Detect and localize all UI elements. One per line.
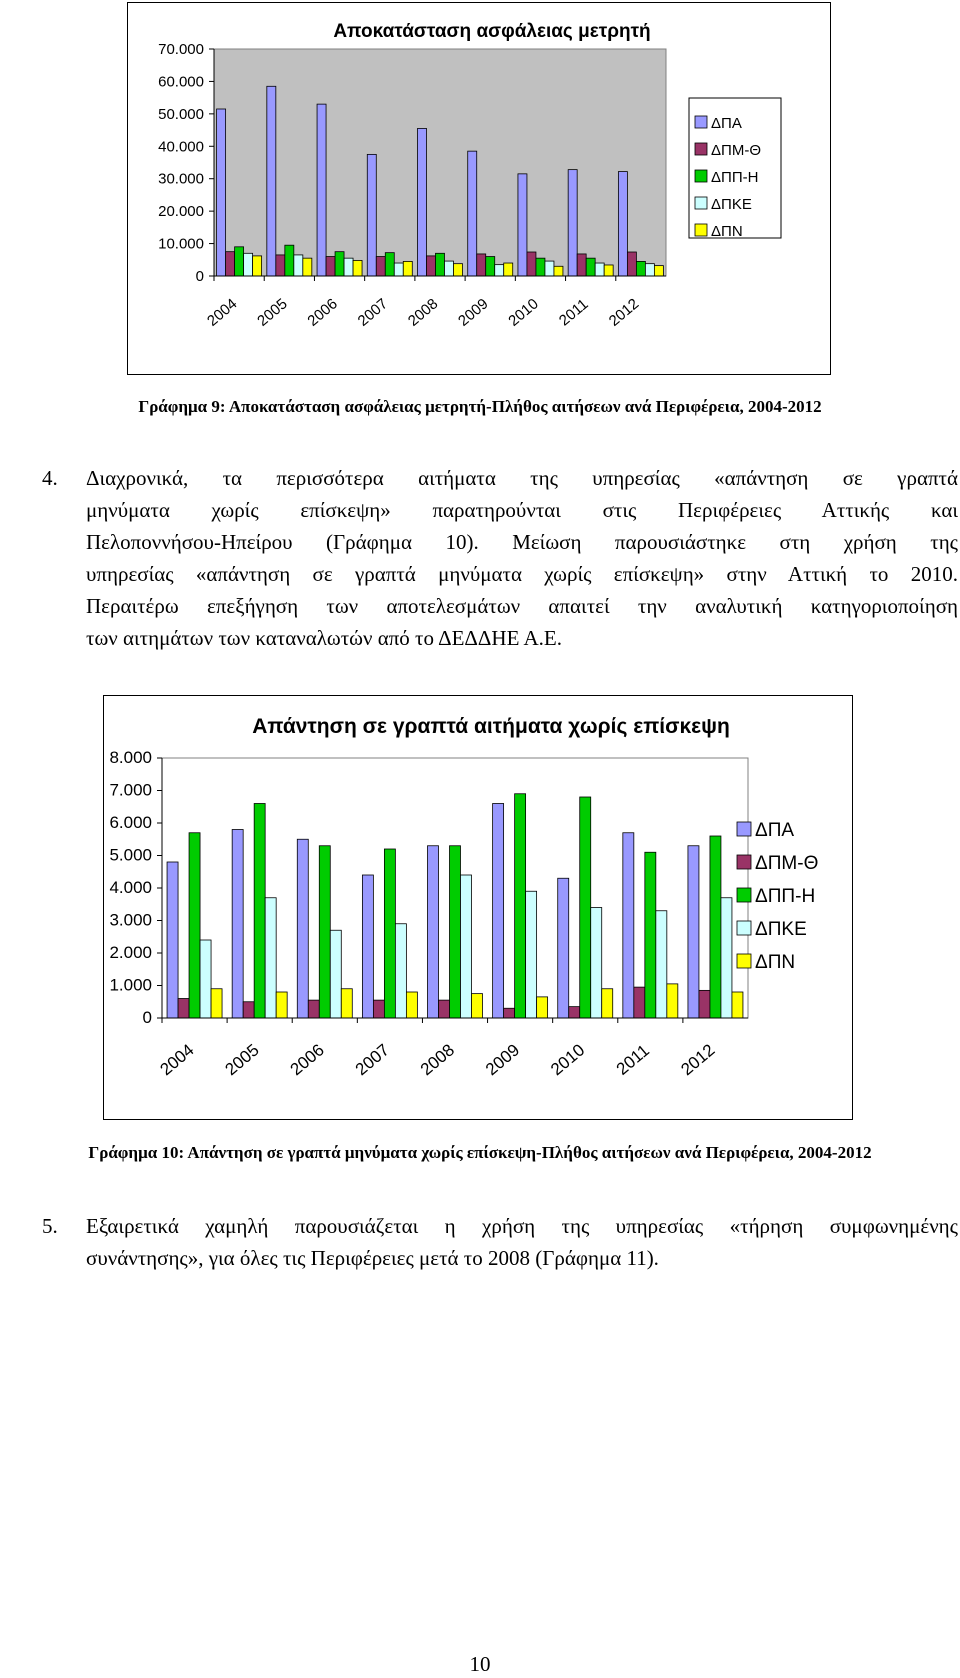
bar-ΔΠΑ-2010 — [518, 174, 527, 276]
bar-ΔΠΚΕ-2011 — [595, 263, 604, 276]
bar-ΔΠΠ-Η-2007 — [384, 849, 395, 1018]
x-tick-label: 2009 — [481, 1040, 524, 1080]
x-tick-label: 2011 — [555, 295, 592, 330]
bar-ΔΠΝ-2010 — [602, 989, 613, 1018]
page-number: 10 — [469, 1652, 491, 1676]
paragraph-4-number: 4. — [42, 466, 58, 490]
bar-ΔΠΑ-2006 — [297, 839, 308, 1018]
bar-ΔΠΝ-2008 — [472, 994, 483, 1018]
y-tick-label: 20.000 — [158, 203, 204, 221]
bar-ΔΠΠ-Η-2004 — [189, 833, 200, 1018]
bar-ΔΠΑ-2011 — [568, 170, 577, 276]
bar-ΔΠΠ-Η-2011 — [645, 852, 656, 1018]
legend-swatch-ΔΠΜ-Θ — [737, 855, 751, 869]
bar-ΔΠΚΕ-2012 — [645, 264, 654, 276]
legend-swatch-ΔΠΝ — [695, 224, 707, 236]
bar-ΔΠΠ-Η-2011 — [586, 258, 595, 276]
chart-1-svg — [128, 3, 830, 374]
bar-ΔΠΜ-Θ-2012 — [627, 252, 636, 276]
y-tick-label: 10.000 — [158, 235, 204, 253]
paragraph-5-line: Εξαιρετικά χαμηλή παρουσιάζεται η χρήση της υπηρεσίας «τήρηση συμφωνημένης — [86, 1214, 958, 1238]
bar-ΔΠΝ-2012 — [654, 266, 663, 276]
bar-ΔΠΑ-2008 — [418, 128, 427, 276]
legend-label-ΔΠΑ: ΔΠΑ — [755, 820, 795, 841]
bar-ΔΠΜ-Θ-2011 — [577, 254, 586, 276]
bar-ΔΠΝ-2011 — [667, 984, 678, 1018]
bar-ΔΠΑ-2006 — [317, 104, 326, 276]
bar-ΔΠΠ-Η-2008 — [450, 846, 461, 1018]
legend-label-ΔΠΚΕ: ΔΠΚΕ — [711, 196, 752, 213]
bar-ΔΠΝ-2010 — [554, 266, 563, 276]
bar-ΔΠΑ-2005 — [232, 830, 243, 1019]
bar-ΔΠΚΕ-2006 — [330, 930, 341, 1018]
x-tick-label: 2006 — [286, 1040, 328, 1080]
bar-ΔΠΑ-2007 — [367, 154, 376, 276]
bar-ΔΠΚΕ-2007 — [395, 924, 406, 1018]
legend-swatch-ΔΠΑ — [695, 116, 707, 128]
bar-ΔΠΠ-Η-2005 — [285, 245, 294, 276]
bar-ΔΠΜ-Θ-2005 — [276, 255, 285, 276]
paragraph-4-line: Διαχρονικά, τα περισσότερα αιτήματα της υπηρεσίας «απάντηση σε γραπτά — [86, 466, 958, 490]
legend-label-ΔΠΑ: ΔΠΑ — [711, 115, 742, 132]
legend-swatch-ΔΠΚΕ — [737, 921, 751, 935]
x-tick-label: 2012 — [605, 295, 643, 330]
y-tick-label: 0 — [195, 268, 204, 285]
bar-ΔΠΜ-Θ-2004 — [178, 999, 189, 1019]
bar-ΔΠΚΕ-2009 — [495, 265, 504, 276]
x-tick-label: 2012 — [677, 1040, 719, 1080]
paragraph-5-number: 5. — [42, 1214, 58, 1238]
chart-written-requests — [103, 695, 853, 1120]
y-tick-label: 6.000 — [109, 813, 152, 832]
x-tick-label: 2006 — [304, 295, 341, 330]
legend-label-ΔΠΠ-Η: ΔΠΠ-Η — [755, 886, 816, 907]
bar-ΔΠΠ-Η-2007 — [385, 253, 394, 276]
bar-ΔΠΝ-2009 — [504, 263, 513, 276]
bar-ΔΠΜ-Θ-2006 — [308, 1000, 319, 1018]
bar-ΔΠΝ-2006 — [341, 989, 352, 1018]
legend-swatch-ΔΠΜ-Θ — [695, 143, 707, 155]
bar-ΔΠΑ-2009 — [493, 804, 504, 1019]
bar-ΔΠΑ-2007 — [362, 875, 373, 1018]
chart-title: Αποκατάσταση ασφάλειας μετρητή — [333, 21, 651, 42]
bar-ΔΠΜ-Θ-2012 — [699, 990, 710, 1018]
paragraph-4-line: Περαιτέρω επεξήγηση των αποτελεσμάτων απαιτεί την αναλυτική κατηγοριοποίηση — [86, 594, 958, 618]
y-tick-label: 0 — [142, 1008, 152, 1027]
bar-ΔΠΑ-2005 — [267, 86, 276, 276]
legend-label-ΔΠΜ-Θ: ΔΠΜ-Θ — [755, 853, 819, 874]
x-tick-label: 2005 — [254, 295, 291, 330]
paragraph-5-line: συνάντησης», για όλες τις Περιφέρειες μετά το 2008 (Γράφημα 11). — [86, 1246, 659, 1270]
bar-ΔΠΜ-Θ-2010 — [527, 252, 536, 276]
bar-ΔΠΑ-2004 — [217, 109, 226, 276]
bar-ΔΠΚΕ-2007 — [394, 263, 403, 276]
y-tick-label: 5.000 — [109, 845, 152, 865]
x-tick-label: 2004 — [203, 295, 241, 330]
bar-ΔΠΝ-2008 — [454, 264, 463, 276]
bar-ΔΠΑ-2008 — [428, 846, 439, 1018]
y-tick-label: 60.000 — [158, 73, 204, 91]
bar-ΔΠΜ-Θ-2008 — [439, 1000, 450, 1018]
bar-ΔΠΠ-Η-2010 — [580, 797, 591, 1018]
legend-label-ΔΠΜ-Θ: ΔΠΜ-Θ — [711, 142, 762, 159]
bar-ΔΠΝ-2004 — [211, 989, 222, 1018]
figure-10-caption: Γράφημα 10: Απάντηση σε γραπτά μηνύματα χωρίς επίσκεψη-Πλήθος αιτήσεων ανά Περιφέρεια, 2004-2012 — [88, 1143, 872, 1162]
x-tick-label: 2008 — [404, 295, 442, 330]
bar-ΔΠΚΕ-2010 — [591, 908, 602, 1019]
paragraph-4 — [42, 462, 958, 654]
legend-swatch-ΔΠΝ — [737, 954, 751, 968]
y-tick-label: 7.000 — [109, 780, 152, 800]
legend-label-ΔΠΠ-Η: ΔΠΠ-Η — [711, 169, 759, 186]
bar-ΔΠΚΕ-2008 — [445, 261, 454, 276]
bar-ΔΠΜ-Θ-2009 — [504, 1008, 515, 1018]
bar-ΔΠΠ-Η-2006 — [319, 846, 330, 1018]
paragraph-4-line: μηνύματα χωρίς επίσκεψη» παρατηρούνται στις Περιφέρειες Αττικής και — [86, 498, 958, 522]
bar-ΔΠΚΕ-2011 — [656, 911, 667, 1018]
bar-ΔΠΜ-Θ-2010 — [569, 1007, 580, 1018]
y-tick-label: 8.000 — [109, 748, 152, 767]
bar-ΔΠΜ-Θ-2008 — [427, 256, 436, 276]
bar-ΔΠΚΕ-2012 — [721, 898, 732, 1018]
bar-ΔΠΝ-2006 — [353, 260, 362, 276]
bar-ΔΠΝ-2005 — [303, 258, 312, 276]
bar-ΔΠΜ-Θ-2005 — [243, 1002, 254, 1018]
bar-ΔΠΠ-Η-2012 — [636, 261, 645, 276]
y-tick-label: 4.000 — [109, 878, 152, 897]
y-tick-label: 40.000 — [158, 138, 204, 156]
x-tick-label: 2008 — [416, 1040, 459, 1080]
bar-ΔΠΝ-2007 — [406, 992, 417, 1018]
legend-swatch-ΔΠΠ-Η — [737, 888, 751, 902]
bar-ΔΠΠ-Η-2009 — [486, 257, 495, 276]
bar-ΔΠΚΕ-2004 — [244, 253, 253, 276]
bar-ΔΠΜ-Θ-2011 — [634, 987, 645, 1018]
x-tick-label: 2005 — [221, 1040, 263, 1080]
y-tick-label: 2.000 — [109, 943, 152, 962]
bar-ΔΠΑ-2011 — [623, 833, 634, 1018]
bar-ΔΠΑ-2012 — [618, 172, 627, 276]
legend-label-ΔΠΝ: ΔΠΝ — [755, 952, 796, 973]
paragraph-5-body — [86, 1210, 958, 1274]
x-tick-label: 2010 — [505, 295, 542, 330]
paragraph-4-body — [86, 462, 958, 654]
bar-ΔΠΚΕ-2008 — [461, 875, 472, 1018]
bar-ΔΠΑ-2010 — [558, 878, 569, 1018]
x-tick-label: 2009 — [455, 295, 492, 330]
chart-meter-fuse-restoration — [127, 2, 831, 375]
figure-9-caption: Γράφημα 9: Αποκατάσταση ασφάλειας μετρητή-Πλήθος αιτήσεων ανά Περιφέρεια, 2004-2012 — [138, 397, 822, 416]
bar-ΔΠΝ-2012 — [732, 992, 743, 1018]
y-tick-label: 70.000 — [158, 41, 204, 58]
bar-ΔΠΝ-2005 — [276, 992, 287, 1018]
bar-ΔΠΚΕ-2005 — [294, 255, 303, 276]
paragraph-4-line: υπηρεσίας «απάντηση σε γραπτά μηνύματα χωρίς επίσκεψη» στην Αττική το 2010. — [86, 562, 958, 586]
bar-ΔΠΚΕ-2005 — [265, 898, 276, 1018]
y-tick-label: 1.000 — [109, 975, 152, 995]
bar-ΔΠΠ-Η-2008 — [436, 253, 445, 276]
bar-ΔΠΝ-2004 — [253, 256, 262, 276]
bar-ΔΠΠ-Η-2012 — [710, 836, 721, 1018]
bar-ΔΠΑ-2012 — [688, 846, 699, 1018]
legend-label-ΔΠΝ: ΔΠΝ — [711, 223, 743, 240]
bar-ΔΠΝ-2007 — [403, 261, 412, 276]
bar-ΔΠΝ-2009 — [537, 997, 548, 1018]
bar-ΔΠΜ-Θ-2009 — [477, 254, 486, 276]
legend-swatch-ΔΠΠ-Η — [695, 170, 707, 182]
paragraph-4-line: Πελοποννήσου-Ηπείρου (Γράφημα 10). Μείωση παρουσιάστηκε στη χρήση της — [86, 530, 958, 554]
bar-ΔΠΜ-Θ-2006 — [326, 257, 335, 276]
bar-ΔΠΜ-Θ-2007 — [373, 1000, 384, 1018]
chart-title: Απάντηση σε γραπτά αιτήματα χωρίς επίσκεψη — [252, 715, 730, 738]
bar-ΔΠΠ-Η-2004 — [235, 247, 244, 276]
chart-2-svg — [104, 696, 852, 1119]
x-tick-label: 2007 — [354, 295, 392, 330]
x-tick-label: 2004 — [156, 1040, 198, 1080]
bar-ΔΠΠ-Η-2010 — [536, 258, 545, 276]
y-tick-label: 3.000 — [109, 910, 152, 930]
bar-ΔΠΠ-Η-2005 — [254, 804, 265, 1019]
bar-ΔΠΑ-2004 — [167, 862, 178, 1018]
x-tick-label: 2010 — [547, 1040, 589, 1080]
y-tick-label: 30.000 — [158, 170, 204, 188]
bar-ΔΠΚΕ-2006 — [344, 258, 353, 276]
bar-ΔΠΑ-2009 — [468, 151, 477, 276]
plot-area — [214, 49, 666, 276]
bar-ΔΠΠ-Η-2006 — [335, 252, 344, 276]
paragraph-4-line: των αιτημάτων των καταναλωτών από το ΔΕΔΔΗΕ Α.Ε. — [86, 626, 563, 650]
x-tick-label: 2011 — [612, 1040, 653, 1079]
bar-ΔΠΚΕ-2009 — [526, 891, 537, 1018]
bar-ΔΠΚΕ-2004 — [200, 940, 211, 1018]
paragraph-5 — [42, 1210, 958, 1274]
y-tick-label: 50.000 — [158, 105, 204, 123]
legend-label-ΔΠΚΕ: ΔΠΚΕ — [755, 919, 807, 940]
bar-ΔΠΠ-Η-2009 — [515, 794, 526, 1018]
bar-ΔΠΜ-Θ-2007 — [376, 257, 385, 276]
x-tick-label: 2007 — [351, 1040, 393, 1080]
bar-ΔΠΜ-Θ-2004 — [226, 252, 235, 276]
bar-ΔΠΝ-2011 — [604, 265, 613, 276]
bar-ΔΠΚΕ-2010 — [545, 261, 554, 276]
legend-swatch-ΔΠΑ — [737, 822, 751, 836]
legend-swatch-ΔΠΚΕ — [695, 197, 707, 209]
